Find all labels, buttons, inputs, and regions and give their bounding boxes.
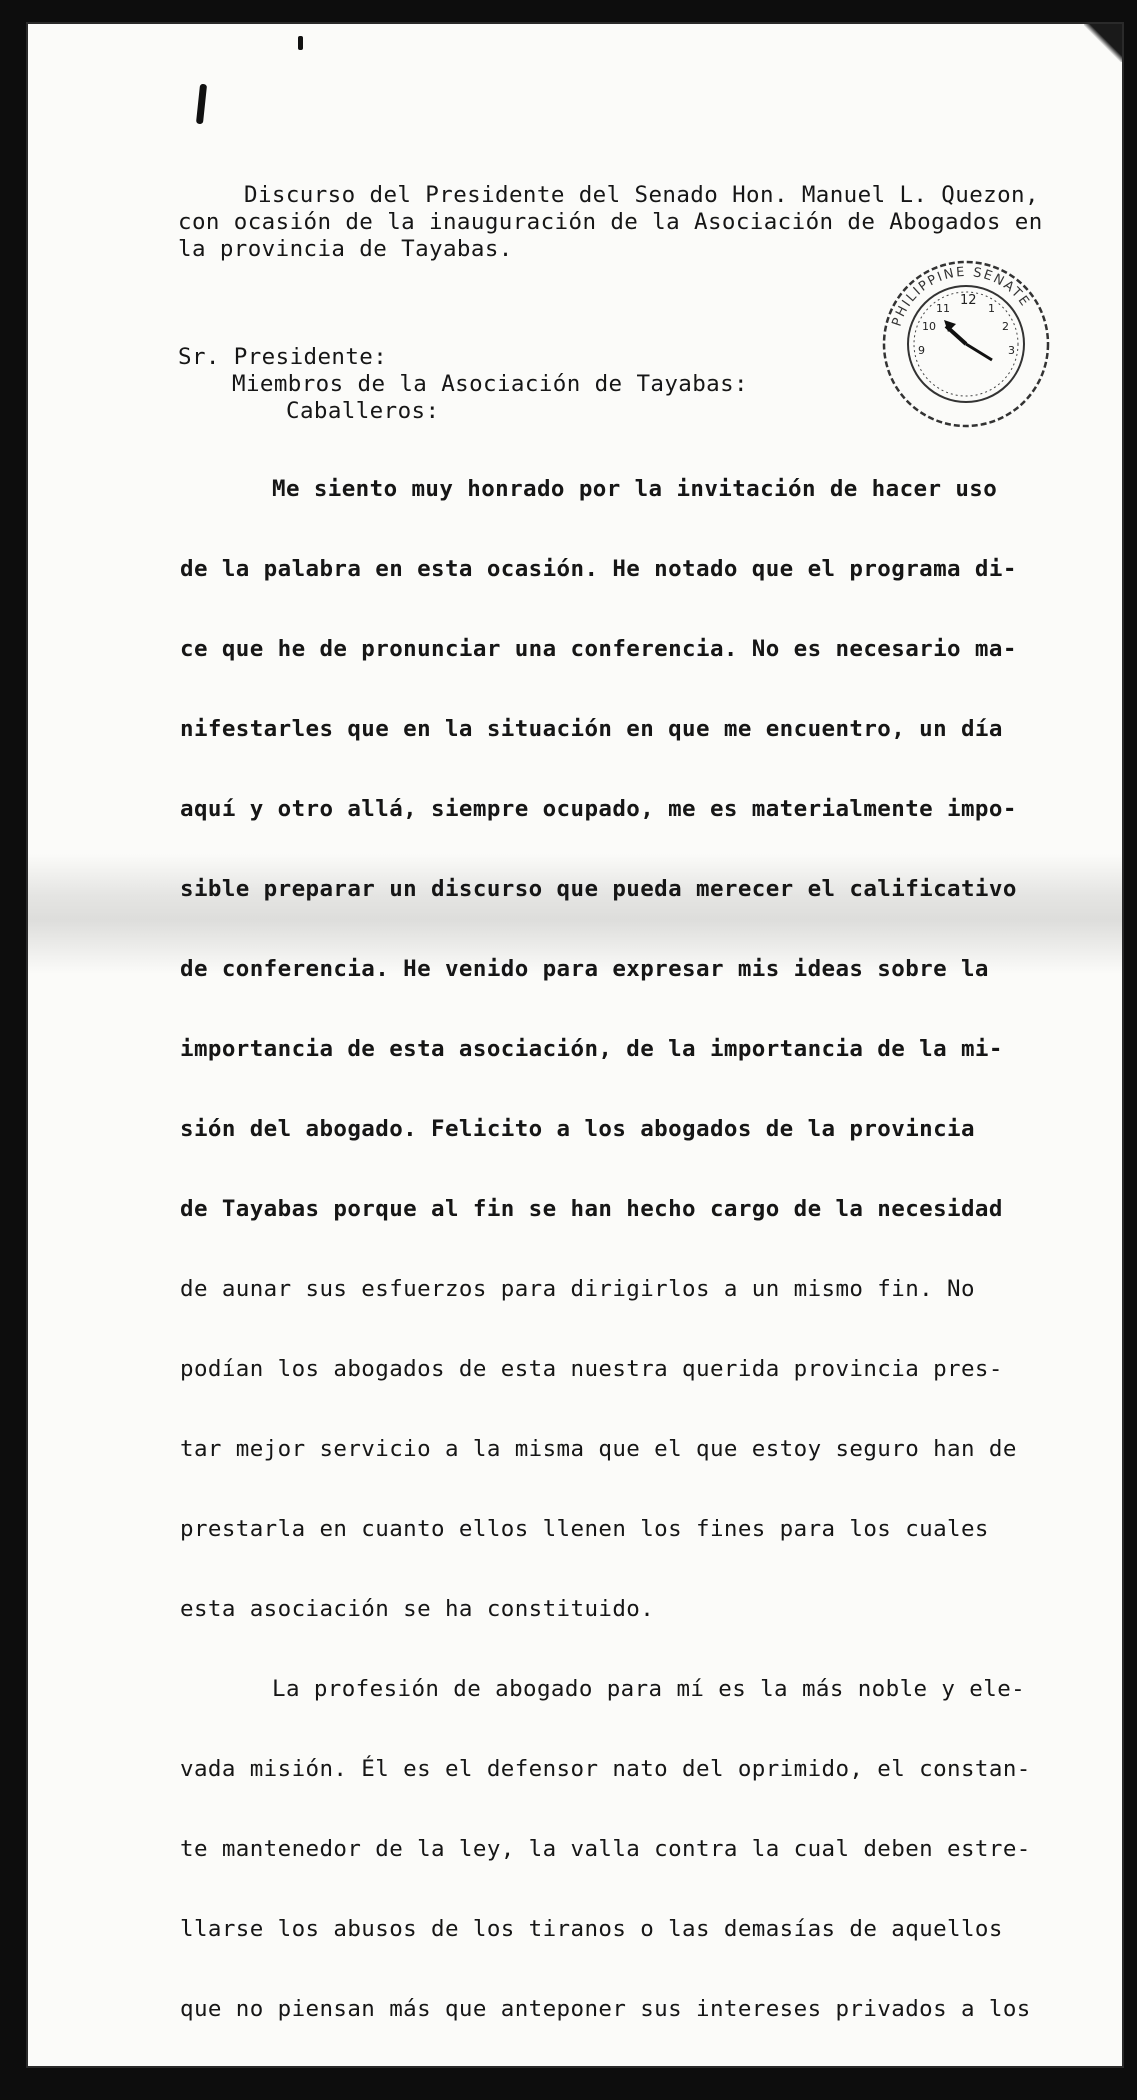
stamp-numeral: 10 [922,320,936,333]
paragraph-line: nifestarles que en la situación en que me encuentro, un día [180,716,1003,742]
paragraph-line: vada misión. Él es el defensor nato del oprimido, el constan- [180,1756,1031,1782]
paragraph-line: de la palabra en esta ocasión. He notado que el programa di- [180,556,1017,582]
title-line: con ocasión de la inauguración de la Asociación de Abogados en [178,209,1043,235]
stamp-text: PHILIPPINE SENATE [889,264,1033,329]
stamp-numeral: 9 [918,344,925,357]
paragraph-line: de aunar sus esfuerzos para dirigirlos a un mismo fin. No [180,1276,975,1302]
paragraph-line: de Tayabas porque al fin se han hecho cargo de la necesidad [180,1196,1003,1222]
salutation-line: Miembros de la Asociación de Tayabas: [232,371,749,397]
received-stamp-icon [876,254,1056,434]
paragraph-line: aquí y otro allá, siempre ocupado, me es materialmente impo- [180,796,1017,822]
paragraph-line: que no piensan más que anteponer sus intereses privados a los [180,1996,1031,2022]
paragraph-line: tar mejor servicio a la misma que el que estoy seguro han de [180,1436,1017,1462]
page-corner-fold [1084,22,1124,62]
paragraph-line: de conferencia. He venido para expresar mis ideas sobre la [180,956,989,982]
stamp-numeral: 12 [960,293,977,308]
paragraph-line: podían los abogados de esta nuestra querida provincia pres- [180,1356,1003,1382]
document-page [26,22,1124,2068]
salutation-line: Sr. Presidente: [178,344,388,370]
ink-mark [196,84,207,125]
paragraph-line: llarse los abusos de los tiranos o las demasías de aquellos [180,1916,1003,1942]
ink-mark [298,36,303,50]
paragraph-line: ce que he de pronunciar una conferencia. No es necesario ma- [180,636,1017,662]
paragraph-line: sible preparar un discurso que pueda merecer el calificativo [180,876,1017,902]
paragraph-line: prestarla en cuanto ellos llenen los fines para los cuales [180,1516,989,1542]
stamp-numeral: 1 [988,302,995,315]
stamp-numeral: 3 [1008,344,1015,357]
paragraph-line: te mantenedor de la ley, la valla contra la cual deben estre- [180,1836,1031,1862]
paragraph-line: Me siento muy honrado por la invitación de hacer uso [272,476,998,502]
title-line: la provincia de Tayabas. [178,236,513,262]
paragraph-line: La profesión de abogado para mí es la más noble y ele- [272,1676,1026,1702]
title-line: Discurso del Presidente del Senado Hon. Manuel L. Quezon, [244,182,1039,208]
paragraph-line: sión del abogado. Felicito a los abogados de la provincia [180,1116,975,1142]
stamp-numeral: 11 [936,302,950,315]
paragraph-line: esta asociación se ha constituido. [180,1596,655,1622]
stamp-numeral: 2 [1002,320,1009,333]
paragraph-line: importancia de esta asociación, de la importancia de la mi- [180,1036,1003,1062]
salutation-line: Caballeros: [286,398,440,424]
